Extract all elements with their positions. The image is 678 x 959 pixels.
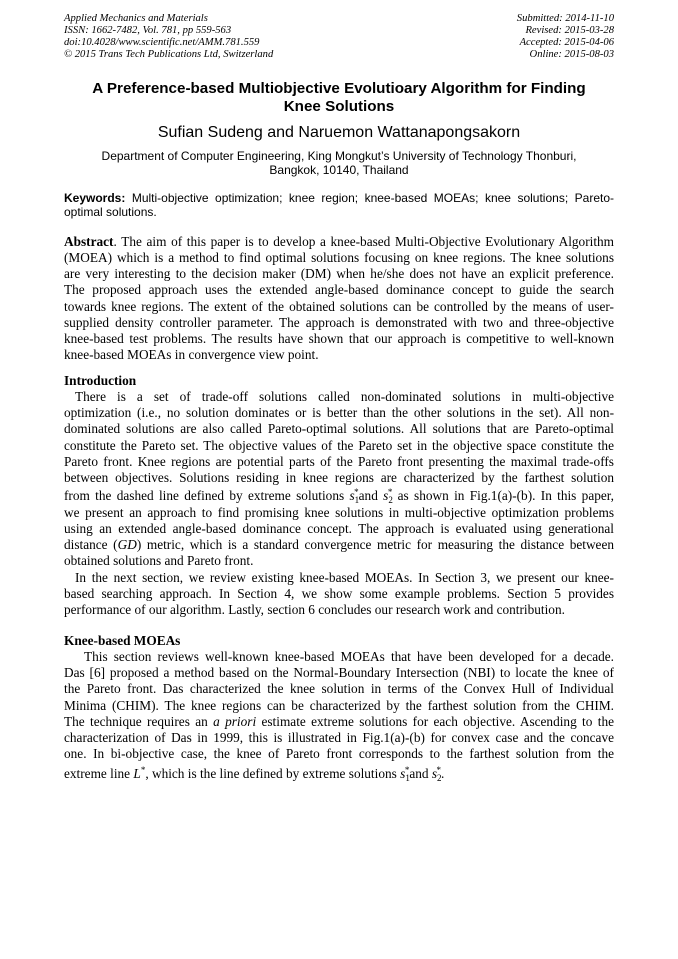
submitted-date: Submitted: 2014-11-10	[516, 13, 614, 24]
affiliation	[0, 150, 678, 177]
body-line: one. In bi-objective case, the knee of Pareto front corresponds to the farthest solution from the	[64, 745, 614, 761]
abstract-line: (MOEA) which is a method to find optimal solutions focusing on knee regions. The knee solutions	[64, 250, 614, 266]
body-line: obtained solutions and Pareto front.	[64, 553, 254, 569]
body-line	[64, 764, 614, 783]
math-var: s	[400, 766, 406, 782]
body-line: This section reviews well-known knee-based MOEAs that have been developed for a decade.	[84, 649, 614, 665]
section-heading: Knee-based MOEAs	[64, 633, 181, 648]
math-sub: 2	[388, 494, 393, 505]
math-sup: *	[354, 486, 359, 497]
introduction-section	[64, 373, 614, 618]
revised-date: Revised: 2015-03-28	[525, 25, 614, 36]
accepted-date: Accepted: 2015-04-06	[519, 37, 614, 48]
text: and	[409, 766, 432, 782]
keywords-label: Keywords:	[64, 191, 126, 205]
text: extreme line	[64, 766, 134, 782]
text: The technique requires an	[64, 713, 214, 729]
text: distance (	[64, 537, 118, 553]
math-s2-star	[431, 765, 442, 784]
math-sub: 1	[354, 494, 360, 505]
issn: ISSN: 1662-7482, Vol. 781, pp 559-563	[64, 25, 232, 36]
dates-info	[517, 13, 614, 61]
body-line: dominated solutions are also called Pareto-optimal solutions. All solutions that are Pareto-optimal	[64, 421, 614, 437]
body-line: In the next section, we review existing knee-based MOEAs. In Section 3, we present our knee-	[75, 569, 614, 585]
text: , which is the line defined by extreme solutions	[145, 766, 401, 782]
abstract-line: towards knee regions. The extent of the obtained solutions can be controlled by the means of user-	[64, 298, 614, 314]
title-line: A Preference-based Multiobjective Evolutioary Algorithm for Finding	[92, 80, 586, 97]
title-line: Knee Solutions	[283, 98, 395, 115]
abstract-text: . The aim of this paper is to develop a knee-based Multi-Objective Evolutionary Algorithm	[113, 234, 614, 249]
gd-term: GD	[117, 537, 137, 553]
keywords-text: Multi-objective optimization; knee region; knee-based MOEAs; knee solutions; Pareto-	[125, 191, 614, 205]
abstract-line: The proposed approach uses the extended angle-based dominance concept to guide the search	[64, 282, 614, 298]
text: as shown in Fig.1(a)-(b). In this paper,	[392, 487, 614, 503]
abstract-line: supplied density controller parameter. The approach is demonstrated with two and three-objective	[64, 314, 614, 330]
math-var: s	[383, 487, 389, 503]
body-line: we present an approach to find promising knee solutions in multi-objective optimization problems	[64, 504, 614, 520]
text: and	[358, 487, 384, 503]
math-var: s	[349, 487, 355, 503]
body-line: constitute the Pareto set. The objective values of the Pareto set in the objective space constitute the	[64, 437, 614, 453]
math-sub: 2	[437, 773, 442, 784]
math-s1-star	[349, 486, 360, 505]
math-sup: *	[387, 486, 393, 497]
affiliation-line: Bangkok, 10140, Thailand	[269, 162, 409, 177]
math-sup: *	[140, 765, 146, 776]
knee-moeas-section	[64, 633, 614, 783]
paper-title	[0, 80, 678, 116]
math-sup: *	[404, 765, 410, 776]
math-s1-star	[400, 765, 410, 784]
abstract	[64, 234, 614, 363]
body-line	[64, 714, 614, 730]
text: from the dashed line defined by extreme solutions	[64, 487, 350, 503]
body-line: There is a set of trade-off solutions called non-dominated solutions in multi-objective	[75, 389, 614, 405]
online-date: Online: 2015-08-03	[529, 49, 614, 60]
abstract-line: knee-based MOEAs in convergence view point.	[64, 346, 319, 362]
math-var: L	[133, 766, 141, 782]
keywords	[64, 192, 614, 219]
journal-name: Applied Mechanics and Materials	[64, 13, 208, 24]
body-line: Das [6] proposed a method based on the Normal-Boundary Intersection (NBI) to locate the knee of	[64, 665, 614, 681]
math-L-star	[133, 767, 145, 780]
body-line: between objectives. Solutions residing in knee regions are characterized by the farthest solution	[64, 469, 614, 485]
keywords-line: optimal solutions.	[64, 204, 157, 219]
abstract-line	[64, 234, 614, 250]
abstract-label: Abstract	[64, 234, 114, 249]
body-line: characterization of Das in 1999, this is illustrated in Fig.1(a)-(b) for convex case and the concave	[64, 729, 614, 745]
body-line: Minima (CHIM). The knee regions can be characterized by the farthest solution from the CHIM.	[64, 697, 614, 713]
body-line	[64, 537, 614, 553]
text: .	[441, 766, 445, 782]
math-s2-star	[383, 486, 393, 505]
body-line: the Pareto front. Das characterized the knee solution in terms of the Convex Hull of Individual	[64, 681, 614, 697]
keywords-line	[64, 192, 614, 206]
body-line: using an extended angle-based dominance concept. The approach is evaluated using generational	[64, 521, 614, 537]
affiliation-line: Department of Computer Engineering, King Mongkut’s University of Technology Thonburi,	[101, 149, 577, 163]
text: ) metric, which is a standard convergence metric for measuring the distance between	[136, 537, 614, 553]
abstract-line: are very interesting to the decision maker (DM) when he/she does not have an explicit preference.	[64, 266, 614, 282]
body-line	[64, 486, 614, 505]
body-line: performance of our algorithm. Lastly, section 6 concludes our research work and contribution.	[64, 601, 565, 617]
text: estimate extreme solutions for each objective. Ascending to the	[256, 713, 614, 729]
abstract-line: knee-based test problems. The results have shown that our approach is competitive to well-known	[64, 330, 614, 346]
doi: doi:10.4028/www.scientific.net/AMM.781.559	[64, 37, 260, 48]
authors: Sufian Sudeng and Naruemon Wattanapongsakorn	[157, 124, 521, 141]
section-heading: Introduction	[64, 373, 137, 388]
math-sub: 1	[405, 773, 410, 784]
body-line: based searching approach. In Section 4, we show some example problems. Section 5 provides	[64, 585, 614, 601]
a-priori-term: a priori	[213, 713, 257, 729]
math-sup: *	[436, 765, 442, 776]
copyright: © 2015 Trans Tech Publications Ltd, Switzerland	[64, 49, 274, 60]
body-line: Pareto front. Knee regions are potential parts of the Pareto front presenting the maximal trade-offs	[64, 453, 614, 469]
body-line: optimization (i.e., no solution dominates or is better than the other solutions in the set). All non-	[64, 405, 614, 421]
journal-info	[64, 13, 273, 61]
math-var: s	[431, 766, 438, 782]
